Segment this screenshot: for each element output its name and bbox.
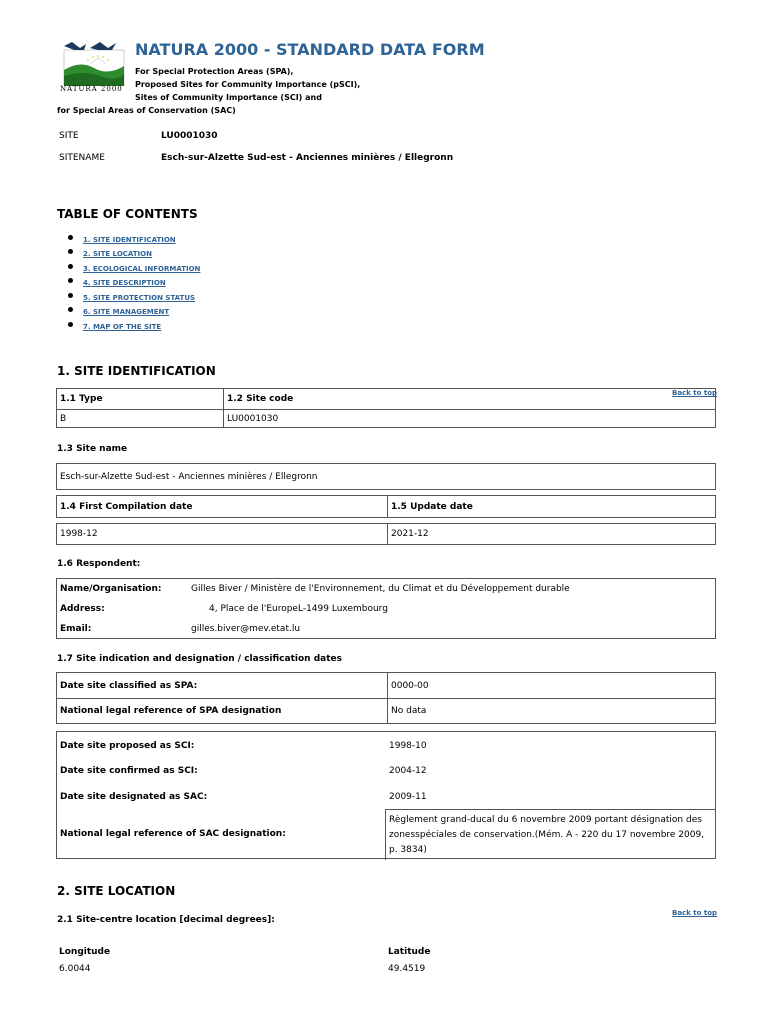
toc-link-site-protection-status[interactable]: 5. SITE PROTECTION STATUS [83,294,196,302]
latitude-label: Latitude [388,947,431,957]
site-label: SITE [59,131,79,141]
bullet-icon [68,235,73,240]
sci-confirmed-value: 2004-12 [389,766,427,776]
designation-heading: 1.7 Site indication and designation / classification dates [57,654,342,664]
update-date-value: 2021-12 [388,524,716,545]
first-compilation-label: 1.4 First Compilation date [57,496,388,518]
code-value: LU0001030 [224,410,716,428]
longitude-value: 6.0044 [59,964,91,974]
first-compilation-value: 1998-12 [57,524,388,545]
section-2-heading: 2. SITE LOCATION [57,884,176,898]
toc-item[interactable] [68,265,200,273]
subtitle-line-1: For Special Protection Areas (SPA), [135,67,294,76]
subtitle-line-4: for Special Areas of Conservation (SAC) [57,106,236,115]
bird-landscape-icon [60,40,128,86]
toc-item[interactable] [68,308,169,316]
toc-link-ecological-information[interactable]: 3. ECOLOGICAL INFORMATION [83,265,201,273]
toc-item[interactable] [68,323,161,331]
section-1-heading: 1. SITE IDENTIFICATION [57,364,216,378]
toc-link-map-of-site[interactable]: 7. MAP OF THE SITE [83,323,162,331]
respondent-email-value: gilles.biver@mev.etat.lu [191,624,301,634]
respondent-email-label: Email: [60,624,92,634]
bullet-icon [68,264,73,269]
dates-value-table [56,523,716,545]
logo-text: NATURA 2000 [60,85,123,93]
toc-link-site-management[interactable]: 6. SITE MANAGEMENT [83,308,170,316]
site-value: LU0001030 [161,131,218,141]
respondent-name-value: Gilles Biver / Ministère de l'Environnement, du Climat et du Développement durable [191,584,570,594]
sac-ref-value: Règlement grand-ducal du 6 novembre 2009 portant désignation des zonesspéciales de conservation.(Mém. A - 220 du 17 novembre 2009, p. 3834) [385,809,715,860]
site-name-table [56,463,716,490]
sac-designated-value: 2009-11 [389,792,427,802]
site-name-heading: 1.3 Site name [57,444,128,454]
respondent-address-label: Address: [60,604,105,614]
respondent-box [56,578,716,639]
dates-header-table [56,495,716,518]
respondent-address-value: 4, Place de l'EuropeL-1499 Luxembourg [209,604,388,614]
spa-table [56,672,716,724]
sac-designated-label: Date site designated as SAC: [60,792,208,802]
spa-ref-label: National legal reference of SPA designation [57,699,388,724]
toc-item[interactable] [68,294,195,302]
subtitle-line-3: Sites of Community Importance (SCI) and [135,93,322,102]
bullet-icon [68,278,73,283]
type-code-table [56,388,716,428]
toc-link-site-description[interactable]: 4. SITE DESCRIPTION [83,279,166,287]
natura-2000-logo [60,40,128,86]
bullet-icon [68,322,73,327]
sitename-value: Esch-sur-Alzette Sud-est - Anciennes minières / Ellegronn [161,153,454,163]
centre-location-heading: 2.1 Site-centre location [decimal degrees]: [57,915,275,925]
respondent-heading: 1.6 Respondent: [57,559,141,569]
back-to-top-link[interactable]: Back to top [672,389,718,397]
toc-item[interactable] [68,279,166,287]
bullet-icon [68,293,73,298]
sci-sac-box [56,731,716,859]
spa-date-label: Date site classified as SPA: [57,673,388,699]
type-value: B [57,410,224,428]
back-to-top-link[interactable]: Back to top [672,909,718,917]
page-title: NATURA 2000 - STANDARD DATA FORM [135,40,485,59]
site-name-value: Esch-sur-Alzette Sud-est - Anciennes minières / Ellegronn [57,464,716,490]
bullet-icon [68,249,73,254]
longitude-label: Longitude [59,947,111,957]
toc-item[interactable] [68,250,152,258]
toc-heading: TABLE OF CONTENTS [57,207,198,221]
subtitle-line-2: Proposed Sites for Community Importance (pSCI), [135,80,361,89]
sci-confirmed-label: Date site confirmed as SCI: [60,766,198,776]
code-label: 1.2 Site code [224,389,716,410]
type-label: 1.1 Type [57,389,224,410]
sac-ref-label: National legal reference of SAC designation: [60,829,286,839]
sci-proposed-label: Date site proposed as SCI: [60,741,195,751]
spa-date-value: 0000-00 [388,673,716,699]
respondent-name-label: Name/Organisation: [60,584,162,594]
toc-link-site-identification[interactable]: 1. SITE IDENTIFICATION [83,236,176,244]
update-date-label: 1.5 Update date [388,496,716,518]
toc-link-site-location[interactable]: 2. SITE LOCATION [83,250,152,258]
latitude-value: 49.4519 [388,964,426,974]
bullet-icon [68,307,73,312]
toc-item[interactable] [68,236,176,244]
sci-proposed-value: 1998-10 [389,741,427,751]
spa-ref-value: No data [388,699,716,724]
sitename-label: SITENAME [59,153,105,163]
